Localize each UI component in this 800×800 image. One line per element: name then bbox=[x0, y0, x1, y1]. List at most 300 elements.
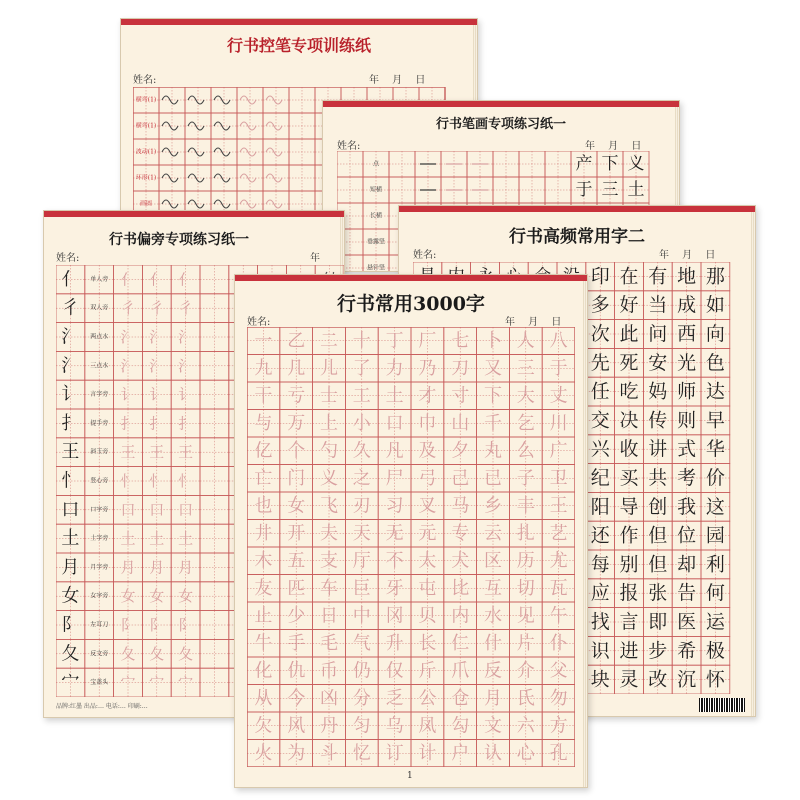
practice-char: 进 bbox=[619, 639, 639, 662]
practice-char: 导 bbox=[619, 495, 639, 518]
trace-char: 斤 bbox=[418, 660, 437, 682]
practice-char: 任 bbox=[590, 380, 610, 403]
practice-char: 如 bbox=[705, 294, 725, 317]
trace-char: 公 bbox=[418, 687, 437, 709]
row-label: 悬针竖 bbox=[366, 264, 386, 271]
trace-char: 弓 bbox=[418, 467, 437, 489]
trace-char: 口 bbox=[385, 412, 404, 434]
stroke-sample bbox=[214, 148, 230, 156]
practice-char: 园 bbox=[705, 524, 725, 547]
trace-char: 太 bbox=[418, 550, 437, 572]
trace-char: 山 bbox=[451, 412, 470, 434]
sheet-title: 行书控笔专项训练纸 bbox=[226, 36, 371, 55]
example-char: 义 bbox=[627, 154, 645, 174]
trace-char: 扌 bbox=[178, 414, 194, 433]
date-label: 年 bbox=[310, 253, 320, 264]
row-label: 波动(1) bbox=[135, 148, 157, 156]
example-char: 产 bbox=[575, 154, 593, 174]
row-label: 横弯(1) bbox=[135, 122, 157, 130]
trace-char: 王 bbox=[149, 443, 165, 462]
practice-char: 交 bbox=[590, 409, 610, 432]
radical-label: 左耳刀 bbox=[90, 621, 109, 629]
trace-char: 月 bbox=[149, 558, 165, 577]
trace-char: 氵 bbox=[149, 356, 165, 375]
trace-char: 天 bbox=[352, 522, 371, 544]
trace-char: 才 bbox=[418, 385, 437, 407]
trace-char: 王 bbox=[549, 495, 568, 517]
name-label: 姓名: bbox=[413, 250, 437, 261]
radical-label: 月字旁 bbox=[90, 563, 109, 571]
row-label: 长横 bbox=[369, 212, 383, 220]
radical-label: 反文旁 bbox=[90, 650, 109, 658]
trace-char: 心 bbox=[516, 742, 535, 764]
trace-char: 车 bbox=[320, 577, 338, 599]
trace-char: 工 bbox=[352, 385, 371, 407]
radical-char: 扌 bbox=[61, 412, 80, 434]
trace-char: 计 bbox=[418, 742, 437, 764]
trace-char: 夂 bbox=[120, 644, 136, 663]
practice-char: 价 bbox=[705, 467, 725, 489]
trace-char: 乏 bbox=[385, 687, 404, 709]
practice-char: 成 bbox=[677, 294, 697, 317]
trace-char: 亡 bbox=[254, 467, 273, 489]
name-label: 姓名: bbox=[56, 253, 80, 264]
trace-char: 父 bbox=[549, 660, 568, 682]
trace-char: 贝 bbox=[418, 605, 437, 627]
row-label: 垂露竖 bbox=[366, 238, 386, 246]
trace-char: 小 bbox=[352, 412, 371, 434]
practice-char: 却 bbox=[677, 553, 697, 576]
sheet-title: 行书笔画专项练习纸一 bbox=[435, 117, 566, 132]
practice-char: 安 bbox=[648, 351, 668, 374]
practice-char: 每 bbox=[590, 553, 610, 576]
practice-char: 告 bbox=[677, 582, 697, 605]
trace-char: 月 bbox=[178, 558, 194, 577]
trace-char: 忄 bbox=[120, 472, 136, 490]
practice-char: 妈 bbox=[648, 380, 668, 403]
practice-grid bbox=[247, 327, 575, 767]
trace-char: 长 bbox=[418, 632, 437, 654]
trace-char: 止 bbox=[254, 605, 273, 627]
trace-char: 丈 bbox=[549, 385, 568, 407]
trace-char: 从 bbox=[254, 687, 273, 709]
trace-char: 又 bbox=[484, 357, 502, 379]
stroke-sample bbox=[188, 174, 204, 182]
practice-char: 决 bbox=[619, 409, 639, 432]
name-label: 姓名: bbox=[247, 317, 271, 328]
trace-char: 士 bbox=[320, 385, 338, 407]
practice-char: 印 bbox=[590, 265, 610, 288]
example-char: 于 bbox=[575, 180, 593, 200]
practice-char: 何 bbox=[705, 582, 725, 605]
trace-char: 仅 bbox=[385, 660, 404, 682]
stroke-sample bbox=[214, 122, 230, 130]
trace-char: 区 bbox=[484, 550, 502, 572]
trace-char: 风 bbox=[287, 715, 306, 737]
practice-char: 师 bbox=[677, 380, 697, 403]
trace-char: 已 bbox=[484, 467, 502, 489]
practice-char: 色 bbox=[705, 351, 725, 374]
trace-char: 氏 bbox=[516, 687, 535, 709]
practice-char: 识 bbox=[590, 639, 610, 662]
trace-char: 月 bbox=[120, 558, 136, 577]
trace-char: 友 bbox=[254, 577, 273, 599]
stroke-sample bbox=[240, 174, 256, 182]
trace-char: 开 bbox=[287, 522, 306, 544]
trace-char: 互 bbox=[484, 577, 502, 599]
trace-char: 乌 bbox=[385, 715, 404, 737]
trace-char: 一 bbox=[254, 330, 273, 352]
trace-char: 女 bbox=[120, 587, 136, 606]
trace-char: 宀 bbox=[149, 673, 165, 692]
stroke-sample bbox=[240, 148, 256, 156]
trace-char: 亻 bbox=[149, 270, 165, 289]
trace-char: 讠 bbox=[120, 385, 136, 404]
trace-char: 讠 bbox=[178, 385, 194, 404]
trace-char: 水 bbox=[484, 605, 502, 627]
radical-char: 女 bbox=[61, 585, 80, 607]
radical-char: 氵 bbox=[61, 355, 80, 377]
trace-char: 支 bbox=[320, 550, 338, 572]
practice-char: 希 bbox=[677, 639, 697, 662]
trace-char: 匹 bbox=[287, 577, 306, 599]
trace-char: 勾 bbox=[451, 715, 470, 737]
trace-char: 凤 bbox=[418, 715, 437, 737]
trace-char: 王 bbox=[120, 443, 136, 462]
trace-char: 十 bbox=[352, 330, 371, 352]
sheet-top-band bbox=[399, 206, 755, 212]
trace-char: 牛 bbox=[254, 632, 273, 654]
name-label: 姓名: bbox=[133, 75, 157, 86]
trace-char: 宀 bbox=[178, 673, 194, 692]
sheet-changyong bbox=[234, 274, 588, 788]
date-label: 年 月 日 bbox=[505, 317, 562, 328]
trace-char: 反 bbox=[484, 660, 502, 682]
trace-char: 女 bbox=[287, 495, 306, 517]
trace-char: 氵 bbox=[178, 356, 194, 375]
trace-char: 孔 bbox=[549, 742, 568, 764]
trace-char: 尸 bbox=[385, 467, 404, 489]
trace-char: 土 bbox=[120, 529, 136, 548]
trace-char: 女 bbox=[149, 587, 165, 606]
trace-char: 内 bbox=[451, 605, 470, 627]
trace-char: 于 bbox=[549, 357, 568, 379]
practice-char: 还 bbox=[590, 524, 610, 547]
trace-char: 匀 bbox=[352, 715, 371, 737]
trace-char: 什 bbox=[484, 632, 502, 654]
date-label: 年 月 日 bbox=[369, 75, 426, 86]
trace-char: 夂 bbox=[178, 644, 194, 663]
practice-char: 多 bbox=[590, 294, 610, 317]
date-label: 年 月 日 bbox=[585, 141, 642, 152]
trace-char: 化 bbox=[254, 660, 273, 682]
radical-label: 单人旁 bbox=[90, 275, 109, 283]
practice-char: 运 bbox=[705, 611, 725, 633]
trace-char: 广 bbox=[549, 440, 568, 462]
trace-char: 氵 bbox=[178, 328, 194, 346]
trace-char: 川 bbox=[549, 412, 568, 434]
stroke-sample bbox=[266, 122, 282, 130]
practice-char: 利 bbox=[705, 553, 725, 576]
example-char: 三 bbox=[601, 180, 619, 200]
trace-char: 丁 bbox=[385, 330, 404, 352]
trace-char: 井 bbox=[254, 522, 273, 544]
practice-char: 地 bbox=[677, 265, 697, 288]
trace-char: 户 bbox=[451, 742, 470, 764]
sheet-top-band bbox=[121, 19, 477, 25]
radical-char: 亻 bbox=[61, 268, 80, 290]
stroke-sample bbox=[240, 122, 256, 130]
trace-char: 少 bbox=[287, 605, 306, 627]
trace-char: 月 bbox=[484, 687, 502, 709]
example-char: 土 bbox=[627, 180, 645, 200]
trace-char: 文 bbox=[484, 715, 502, 737]
practice-char: 即 bbox=[648, 611, 668, 633]
trace-char: 扌 bbox=[120, 414, 136, 433]
trace-char: 王 bbox=[178, 443, 194, 462]
practice-char: 极 bbox=[705, 639, 725, 662]
trace-char: 木 bbox=[254, 550, 273, 572]
trace-char: 屯 bbox=[418, 577, 437, 599]
trace-char: 升 bbox=[385, 632, 404, 654]
radical-char: 土 bbox=[61, 528, 80, 550]
trace-char: 夕 bbox=[451, 440, 470, 462]
date-label: 年 月 日 bbox=[659, 250, 716, 261]
practice-char: 沉 bbox=[677, 668, 697, 691]
trace-char: 上 bbox=[320, 412, 338, 434]
stroke-sample bbox=[266, 96, 282, 104]
trace-char: 飞 bbox=[320, 495, 338, 517]
practice-char: 步 bbox=[648, 639, 668, 662]
trace-char: 氵 bbox=[120, 328, 136, 346]
practice-char: 言 bbox=[619, 611, 639, 633]
trace-char: 子 bbox=[516, 467, 535, 489]
trace-char: 土 bbox=[385, 385, 404, 407]
trace-char: 口 bbox=[120, 500, 136, 519]
practice-char: 应 bbox=[590, 582, 610, 605]
trace-char: 丹 bbox=[320, 715, 338, 737]
stroke-sample bbox=[240, 96, 256, 104]
trace-char: 二 bbox=[320, 330, 338, 352]
trace-char: 万 bbox=[287, 412, 306, 434]
practice-char: 死 bbox=[619, 351, 639, 374]
trace-char: 斗 bbox=[320, 742, 338, 764]
trace-char: 毛 bbox=[320, 632, 338, 654]
sheet-top-band bbox=[235, 275, 587, 281]
trace-char: 门 bbox=[287, 467, 306, 489]
trace-char: 夫 bbox=[320, 522, 338, 544]
trace-char: 厅 bbox=[352, 550, 371, 572]
trace-char: 乃 bbox=[418, 357, 437, 379]
trace-char: 中 bbox=[352, 605, 371, 627]
page-number: 1 bbox=[407, 771, 413, 781]
practice-char: 灵 bbox=[619, 668, 639, 691]
example-char: 下 bbox=[601, 154, 619, 174]
trace-char: 九 bbox=[254, 357, 273, 379]
practice-char: 纪 bbox=[590, 467, 610, 489]
trace-char: 大 bbox=[516, 385, 535, 407]
radical-char: 阝 bbox=[61, 614, 80, 636]
trace-char: 寸 bbox=[451, 385, 470, 407]
stroke-sample bbox=[266, 200, 282, 208]
trace-char: 艺 bbox=[549, 522, 568, 544]
radical-label: 竖心旁 bbox=[90, 477, 109, 485]
trace-char: 了 bbox=[352, 357, 371, 379]
trace-char: 专 bbox=[451, 522, 470, 544]
practice-char: 吃 bbox=[619, 380, 639, 403]
barcode bbox=[699, 698, 745, 712]
radical-label: 宝盖头 bbox=[90, 679, 109, 687]
radical-char: 氵 bbox=[61, 326, 80, 348]
trace-char: 习 bbox=[385, 495, 404, 517]
practice-char: 则 bbox=[677, 409, 697, 432]
trace-char: 凶 bbox=[320, 687, 338, 709]
trace-char: 仆 bbox=[549, 632, 568, 654]
stroke-sample bbox=[214, 174, 230, 182]
trace-char: 么 bbox=[516, 440, 535, 462]
trace-char: 三 bbox=[516, 357, 535, 379]
trace-char: 八 bbox=[549, 330, 568, 352]
radical-label: 提手旁 bbox=[90, 419, 109, 427]
sheet-top-band bbox=[44, 211, 344, 217]
trace-char: 亿 bbox=[254, 440, 273, 462]
trace-char: 忆 bbox=[352, 742, 371, 764]
row-label: 环形(1) bbox=[135, 174, 157, 182]
trace-char: 久 bbox=[352, 440, 371, 462]
trace-char: 氵 bbox=[149, 328, 165, 346]
trace-char: 扌 bbox=[149, 414, 165, 433]
row-label: 横弯(1) bbox=[135, 96, 157, 104]
sheet-footer: 品牌:红墨 出品:… 电话:… 印刷:… bbox=[56, 703, 148, 710]
trace-char: 阝 bbox=[120, 616, 136, 634]
trace-char: 元 bbox=[418, 522, 437, 544]
trace-char: 云 bbox=[484, 522, 502, 544]
radical-char: 口 bbox=[61, 499, 80, 521]
trace-char: 忄 bbox=[178, 472, 194, 490]
trace-char: 不 bbox=[385, 550, 404, 572]
trace-char: 亻 bbox=[120, 270, 136, 289]
trace-char: 勿 bbox=[549, 687, 568, 709]
trace-char: 今 bbox=[287, 687, 306, 709]
stroke-sample bbox=[188, 122, 204, 130]
trace-char: 分 bbox=[352, 687, 371, 709]
trace-char: 女 bbox=[178, 587, 194, 606]
trace-char: 介 bbox=[516, 660, 535, 682]
trace-char: 夂 bbox=[149, 644, 165, 663]
practice-char: 位 bbox=[677, 524, 697, 547]
trace-char: 之 bbox=[352, 467, 371, 489]
trace-char: 彳 bbox=[178, 299, 194, 318]
stroke-sample bbox=[266, 148, 282, 156]
practice-char: 兴 bbox=[590, 438, 610, 461]
stroke-sample bbox=[240, 200, 256, 208]
trace-char: 历 bbox=[516, 550, 535, 572]
trace-char: 干 bbox=[254, 385, 273, 407]
trace-char: 卫 bbox=[549, 467, 568, 489]
trace-char: 叉 bbox=[418, 495, 437, 517]
radical-label: 斜玉旁 bbox=[90, 448, 109, 456]
stroke-sample bbox=[162, 174, 178, 182]
radical-label: 土字旁 bbox=[90, 535, 109, 543]
trace-char: 下 bbox=[484, 385, 502, 407]
radical-char: 彳 bbox=[61, 297, 80, 319]
trace-char: 彳 bbox=[120, 299, 136, 318]
practice-char: 那 bbox=[705, 265, 725, 288]
trace-char: 冈 bbox=[385, 605, 404, 627]
radical-label: 言字旁 bbox=[90, 391, 109, 399]
trace-char: 乡 bbox=[484, 495, 502, 517]
practice-char: 好 bbox=[619, 294, 639, 317]
radical-char: 宀 bbox=[61, 672, 80, 694]
trace-char: 也 bbox=[254, 495, 273, 517]
stroke-sample bbox=[188, 96, 204, 104]
sheet-title: 行书高频常用字二 bbox=[509, 227, 645, 247]
trace-char: 阝 bbox=[149, 616, 165, 634]
trace-char: 币 bbox=[320, 660, 338, 682]
radical-label: 女字旁 bbox=[90, 592, 109, 600]
practice-char: 改 bbox=[648, 668, 668, 691]
trace-char: 凡 bbox=[385, 440, 404, 462]
trace-char: 千 bbox=[484, 412, 502, 434]
practice-char: 早 bbox=[705, 409, 725, 432]
trace-char: 仇 bbox=[287, 660, 306, 682]
trace-char: 仁 bbox=[451, 632, 470, 654]
stroke-sample bbox=[162, 122, 178, 130]
practice-char: 问 bbox=[648, 323, 668, 345]
practice-char: 达 bbox=[705, 380, 725, 403]
trace-char: 土 bbox=[149, 529, 165, 548]
radical-label: 口字旁 bbox=[90, 506, 109, 514]
row-label: 点 bbox=[372, 160, 380, 168]
practice-char: 张 bbox=[648, 582, 668, 605]
practice-char: 考 bbox=[677, 467, 697, 489]
trace-char: 口 bbox=[149, 500, 165, 519]
trace-char: 义 bbox=[320, 467, 338, 489]
practice-char: 但 bbox=[648, 553, 668, 576]
practice-char: 华 bbox=[705, 438, 725, 461]
practice-char: 医 bbox=[677, 611, 697, 633]
trace-char: 口 bbox=[178, 500, 194, 519]
trace-char: 火 bbox=[254, 742, 273, 764]
trace-char: 刀 bbox=[451, 357, 470, 379]
practice-char: 共 bbox=[648, 467, 668, 489]
trace-char: 人 bbox=[516, 330, 535, 352]
practice-char: 别 bbox=[619, 553, 639, 576]
trace-char: 亏 bbox=[287, 385, 306, 407]
trace-char: 宀 bbox=[120, 673, 136, 692]
trace-char: 扎 bbox=[516, 522, 535, 544]
trace-char: 阝 bbox=[178, 616, 194, 634]
practice-char: 次 bbox=[590, 323, 610, 345]
practice-char: 我 bbox=[677, 495, 697, 518]
trace-char: 瓦 bbox=[549, 577, 568, 599]
practice-char: 作 bbox=[619, 524, 639, 547]
trace-char: 丸 bbox=[484, 440, 502, 462]
trace-char: 及 bbox=[418, 440, 437, 462]
sheet-top-band bbox=[323, 101, 679, 107]
trace-char: 方 bbox=[549, 715, 568, 737]
sheet-title: 行书常用3000字 bbox=[337, 293, 485, 315]
trace-char: 尤 bbox=[549, 550, 568, 572]
radical-char: 忄 bbox=[61, 470, 80, 492]
trace-char: 日 bbox=[320, 605, 338, 627]
radical-char: 王 bbox=[61, 441, 80, 463]
practice-char: 此 bbox=[619, 323, 639, 345]
trace-char: 彳 bbox=[149, 299, 165, 318]
practice-char: 块 bbox=[590, 668, 610, 691]
stroke-sample bbox=[266, 174, 282, 182]
trace-char: 仓 bbox=[451, 687, 470, 709]
